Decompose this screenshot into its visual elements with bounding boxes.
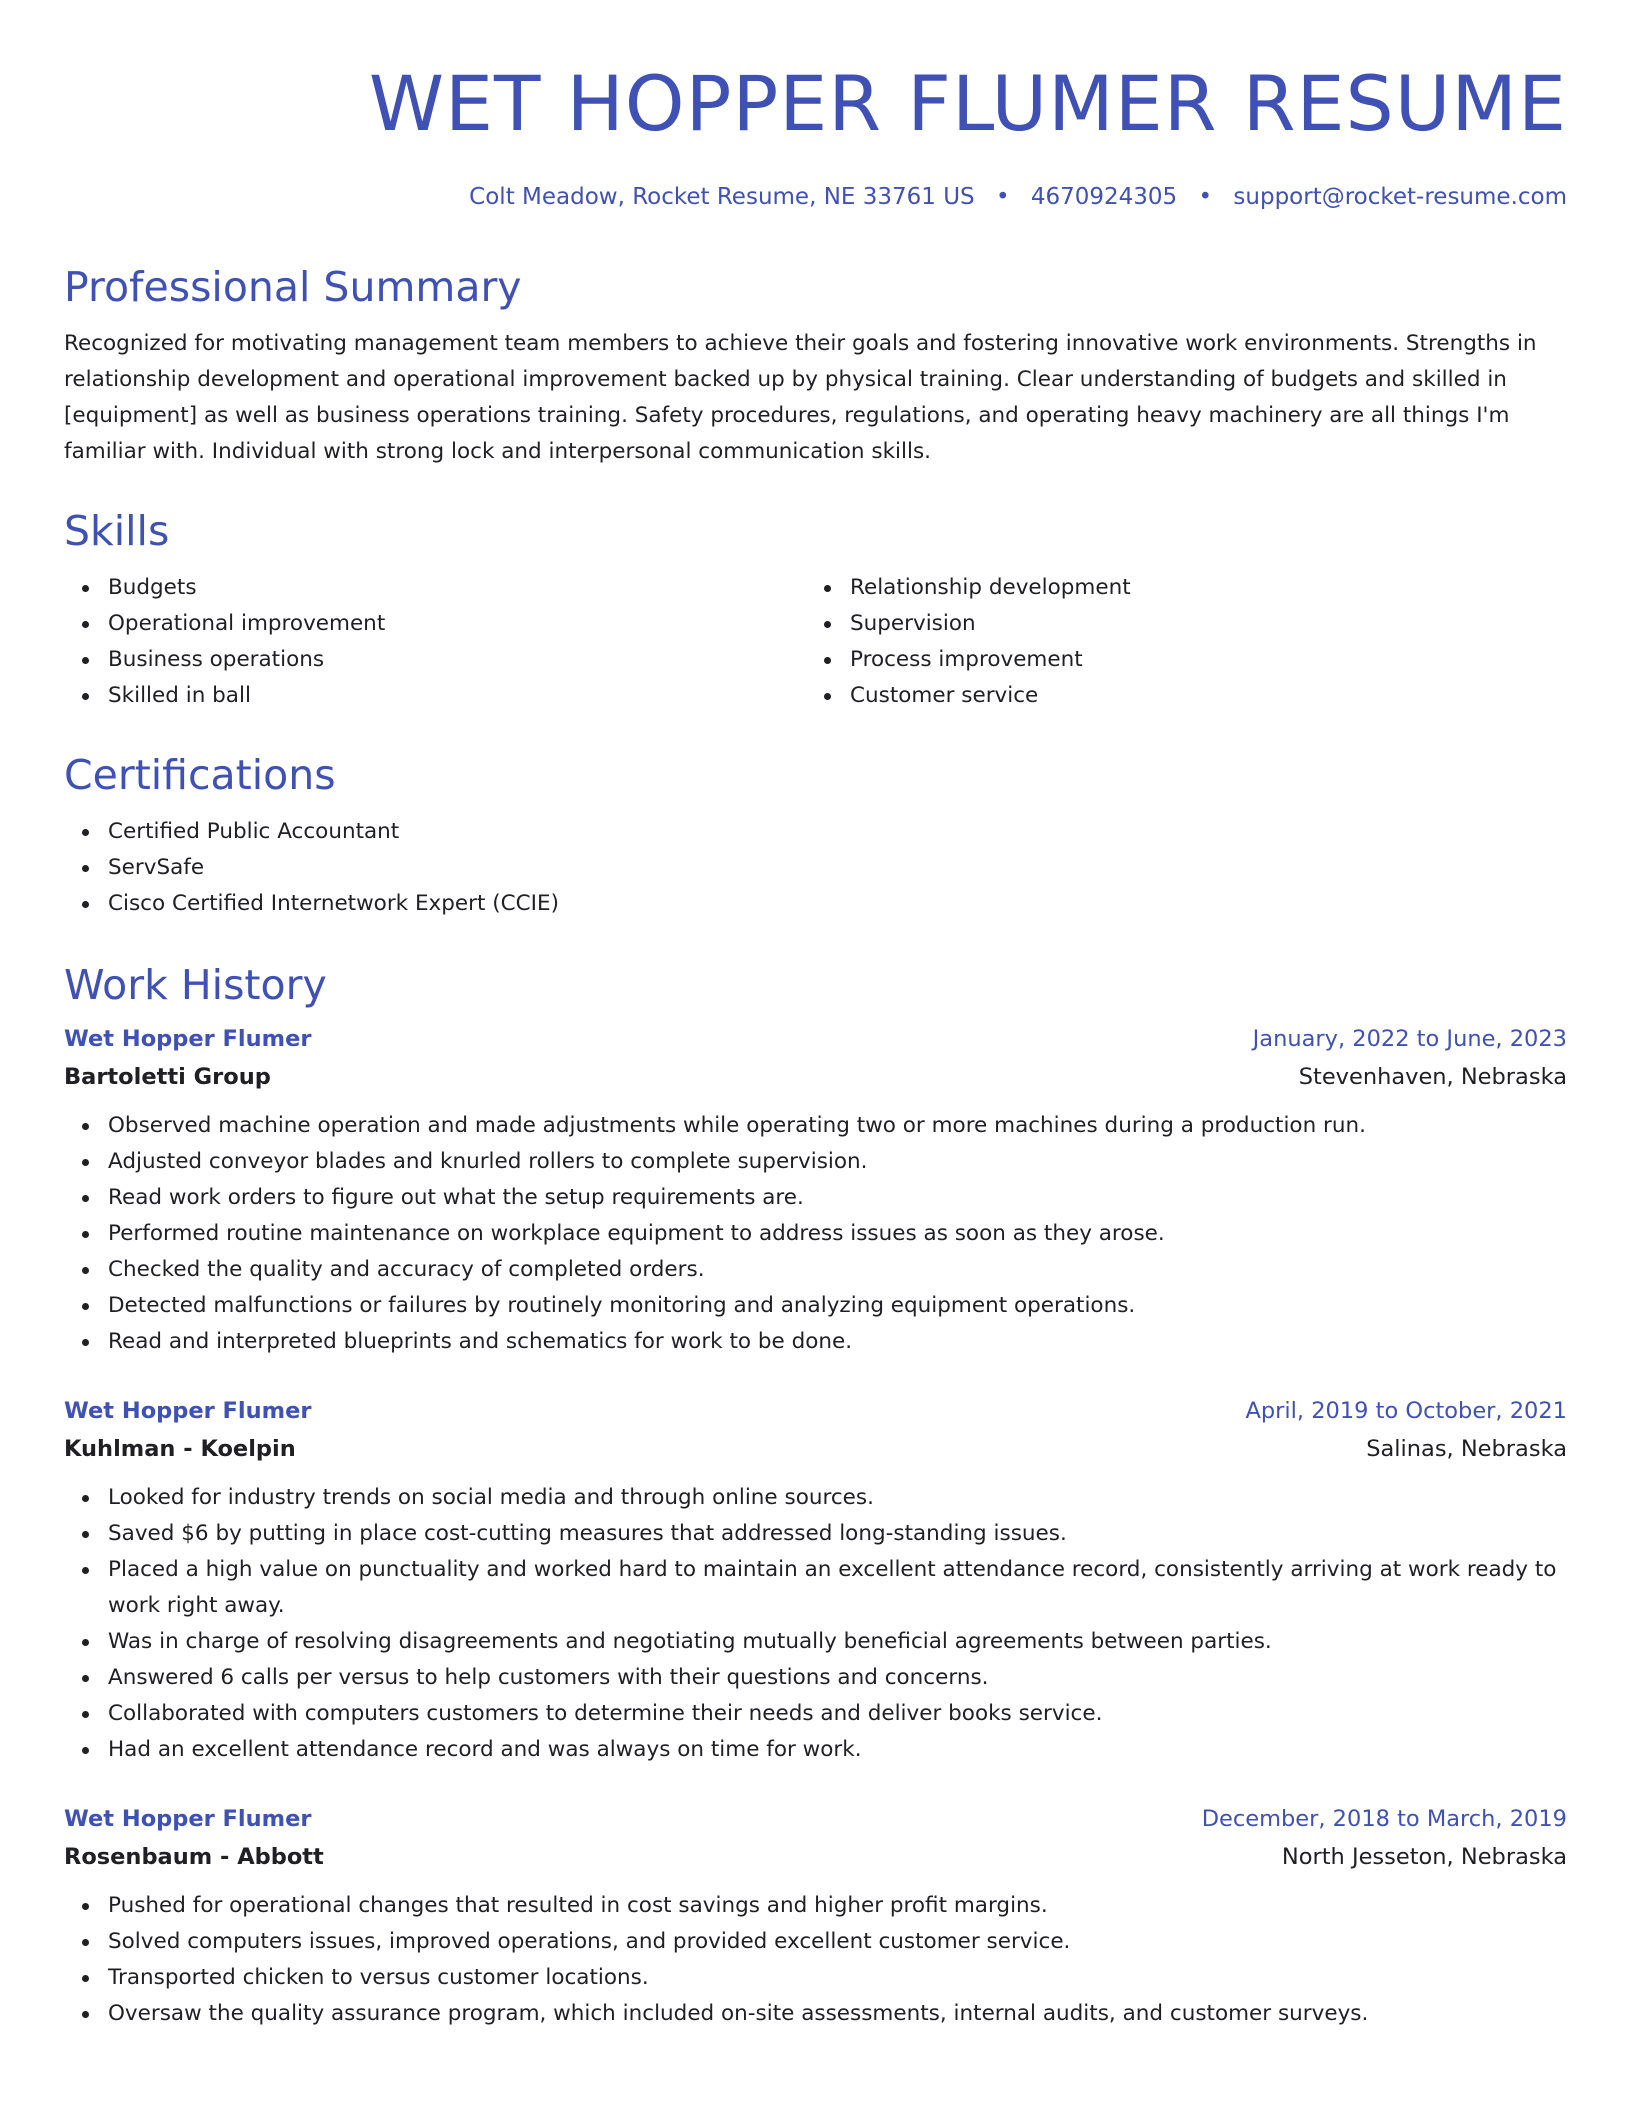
certification-item: Cisco Certified Internetwork Expert (CCIE) xyxy=(108,886,1567,922)
job-title: Wet Hopper Flumer xyxy=(64,1026,312,1052)
job-bullet: Pushed for operational changes that resulted in cost savings and higher profit margins. xyxy=(108,1888,1567,1924)
skill-item: Customer service xyxy=(850,678,1548,714)
job-bullet: Oversaw the quality assurance program, which included on-site assessments, internal audits, and customer surveys. xyxy=(108,1996,1567,2032)
certification-item: ServSafe xyxy=(108,850,1567,886)
job-employer: Bartoletti Group xyxy=(64,1064,271,1090)
job-bullet: Was in charge of resolving disagreements and negotiating mutually beneficial agreements between parties. xyxy=(108,1624,1567,1660)
job-title: Wet Hopper Flumer xyxy=(64,1806,312,1832)
skill-item: Business operations xyxy=(108,642,806,678)
skills-section xyxy=(64,506,1567,714)
section-heading-summary: Professional Summary xyxy=(64,263,522,311)
job-bullet: Detected malfunctions or failures by routinely monitoring and analyzing equipment operations. xyxy=(108,1288,1567,1324)
skill-item: Operational improvement xyxy=(108,606,806,642)
job-location: North Jesseton, Nebraska xyxy=(1281,1844,1567,1870)
job-employer: Kuhlman - Koelpin xyxy=(64,1436,296,1462)
job-bullets xyxy=(64,1888,1567,2032)
job-title: Wet Hopper Flumer xyxy=(64,1398,312,1424)
skill-item: Relationship development xyxy=(850,570,1548,606)
job-bullet: Answered 6 calls per versus to help customers with their questions and concerns. xyxy=(108,1660,1567,1696)
job-title-row xyxy=(64,1392,1567,1430)
job-bullet: Observed machine operation and made adjustments while operating two or more machines during a production run. xyxy=(108,1108,1567,1144)
resume-page xyxy=(64,0,1567,2026)
job-bullet: Looked for industry trends on social media and through online sources. xyxy=(108,1480,1567,1516)
job-bullet: Performed routine maintenance on workplace equipment to address issues as soon as they arose. xyxy=(108,1216,1567,1252)
job-entry xyxy=(64,1392,1567,1768)
contact-address: Colt Meadow, Rocket Resume, NE 33761 US xyxy=(469,184,975,210)
job-bullet: Checked the quality and accuracy of completed orders. xyxy=(108,1252,1567,1288)
certifications-section xyxy=(64,750,1567,922)
job-entry xyxy=(64,1020,1567,1360)
section-heading-certifications: Certifications xyxy=(64,751,336,799)
job-bullet: Read and interpreted blueprints and schematics for work to be done. xyxy=(108,1324,1567,1360)
job-title-row xyxy=(64,1020,1567,1058)
job-location: Stevenhaven, Nebraska xyxy=(1298,1064,1567,1090)
certifications-list xyxy=(64,814,1567,922)
skill-item: Process improvement xyxy=(850,642,1548,678)
contact-separator: • xyxy=(995,184,1010,210)
job-location: Salinas, Nebraska xyxy=(1366,1436,1567,1462)
work-history-section xyxy=(64,960,1567,2032)
contact-email: support@rocket-resume.com xyxy=(1233,184,1567,210)
job-dates: December, 2018 to March, 2019 xyxy=(1201,1806,1567,1832)
skills-list-left xyxy=(64,570,806,714)
job-bullet: Placed a high value on punctuality and worked hard to maintain an excellent attendance record, consistently arriving at work ready to work right away. xyxy=(108,1552,1567,1624)
skills-column-left xyxy=(64,570,806,714)
certification-item: Certified Public Accountant xyxy=(108,814,1567,850)
skill-item: Skilled in ball xyxy=(108,678,806,714)
job-bullet: Read work orders to figure out what the setup requirements are. xyxy=(108,1180,1567,1216)
job-bullet: Solved computers issues, improved operations, and provided excellent customer service. xyxy=(108,1924,1567,1960)
job-employer-row xyxy=(64,1838,1567,1876)
section-heading-work-history: Work History xyxy=(64,961,327,1009)
job-list xyxy=(64,1020,1567,2032)
job-bullet: Transported chicken to versus customer locations. xyxy=(108,1960,1567,1996)
job-bullets xyxy=(64,1480,1567,1768)
skills-list-right xyxy=(806,570,1548,714)
skill-item: Budgets xyxy=(108,570,806,606)
job-entry xyxy=(64,1800,1567,2032)
professional-summary-section xyxy=(64,262,1567,470)
contact-line xyxy=(64,182,1567,212)
section-heading-skills: Skills xyxy=(64,507,170,555)
job-title-row xyxy=(64,1800,1567,1838)
job-employer: Rosenbaum - Abbott xyxy=(64,1844,324,1870)
job-bullet: Adjusted conveyor blades and knurled rollers to complete supervision. xyxy=(108,1144,1567,1180)
job-bullet: Had an excellent attendance record and was always on time for work. xyxy=(108,1732,1567,1768)
job-bullets xyxy=(64,1108,1567,1360)
job-bullet: Saved $6 by putting in place cost-cutting measures that addressed long-standing issues. xyxy=(108,1516,1567,1552)
skills-column-right xyxy=(806,570,1548,714)
job-bullet: Collaborated with computers customers to determine their needs and deliver books service. xyxy=(108,1696,1567,1732)
skills-grid xyxy=(64,570,1567,714)
job-employer-row xyxy=(64,1430,1567,1468)
job-dates: April, 2019 to October, 2021 xyxy=(1245,1398,1567,1424)
skill-item: Supervision xyxy=(850,606,1548,642)
job-employer-row xyxy=(64,1058,1567,1096)
contact-phone: 4670924305 xyxy=(1030,184,1178,210)
resume-title: WET HOPPER FLUMER RESUME xyxy=(368,59,1567,148)
summary-text: Recognized for motivating management team members to achieve their goals and fostering innovative work environments. Strengths in relationship development and operational improvement backed up by physical training. Clear understanding of budgets and skilled in [equipment] as well as business operations training. Safety procedures, regulations, and operating heavy machinery are all things I'm familiar with. Individual with strong lock and interpersonal communication skills. xyxy=(64,331,1537,464)
contact-separator: • xyxy=(1198,184,1213,210)
job-dates: January, 2022 to June, 2023 xyxy=(1252,1026,1567,1052)
